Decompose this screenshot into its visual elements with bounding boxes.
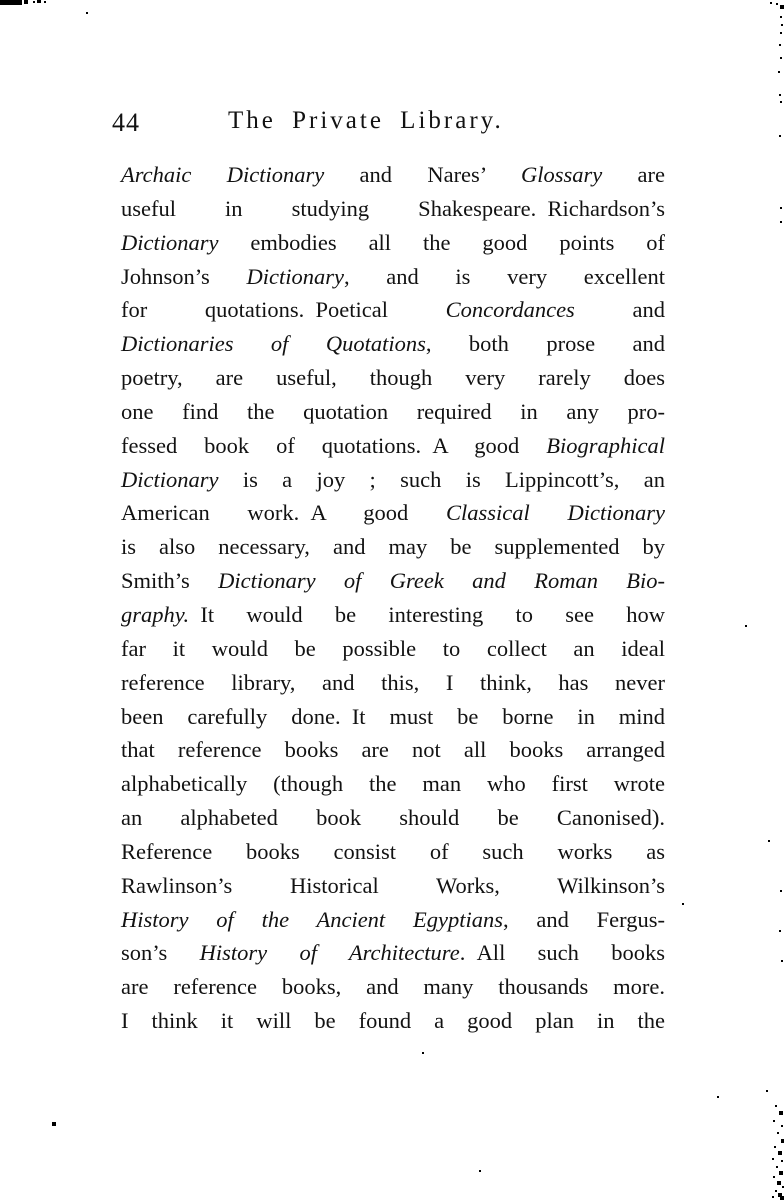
italic-text-segment: History of the Ancient Egyptians — [121, 906, 503, 932]
text-line — [121, 293, 665, 327]
text-segment: It would be interesting to see how — [189, 601, 665, 627]
italic-text-segment: Dictionary — [121, 466, 219, 492]
text-segment: useful in studying Shakespeare. Richardson’s — [121, 195, 665, 221]
text-segment: Smith’s — [121, 568, 219, 594]
text-segment: that reference books are not all books arranged — [121, 737, 665, 763]
text-line — [121, 361, 665, 395]
text-line — [121, 970, 665, 1004]
text-line — [121, 801, 665, 835]
text-line — [121, 1004, 665, 1038]
italic-text-segment: Biographical — [546, 432, 665, 458]
text-segment: , and is very excellent — [343, 263, 665, 289]
scan-artifact — [0, 0, 2, 2]
text-segment: are reference books, and many thousands more. — [121, 974, 665, 1000]
text-segment: alphabetically (though the man who first wrote — [121, 771, 665, 797]
text-line — [121, 226, 665, 260]
italic-text-segment: Classical Dictionary — [446, 500, 666, 526]
text-line — [121, 192, 665, 226]
text-segment: Rawlinson’s Historical Works, Wilkinson’s — [121, 872, 665, 898]
text-segment: and — [574, 297, 665, 323]
text-line — [121, 463, 665, 497]
text-segment: fessed book of quotations. A good — [121, 432, 547, 458]
italic-text-segment: graphy. — [121, 601, 190, 627]
text-line — [121, 632, 665, 666]
page-body — [121, 158, 665, 1038]
text-line — [121, 936, 665, 970]
running-title: The Private Library. — [228, 107, 504, 134]
text-segment: are — [602, 162, 666, 187]
text-segment: Reference books consist of such works as — [121, 838, 665, 864]
text-segment: and Nares’ — [324, 162, 521, 187]
text-segment: far it would be possible to collect an ideal — [121, 635, 665, 661]
text-line — [121, 260, 665, 294]
text-segment: . All such books — [459, 940, 665, 966]
text-segment: one find the quotation required in any pro- — [121, 398, 665, 424]
text-segment: American work. A good — [121, 500, 447, 526]
text-line — [121, 429, 665, 463]
scan-artifact — [0, 0, 22, 5]
text-segment: son’s — [121, 940, 200, 966]
text-line — [121, 564, 665, 598]
italic-text-segment: Dictionary of Greek and Roman Bio- — [218, 568, 665, 594]
text-line — [121, 327, 665, 361]
italic-text-segment: Dictionary — [246, 263, 344, 289]
text-line — [121, 767, 665, 801]
italic-text-segment: Concordances — [445, 297, 575, 323]
text-segment: , both prose and — [425, 331, 665, 357]
text-segment: poetry, are useful, though very rarely does — [121, 365, 665, 391]
text-segment: Johnson’s — [121, 263, 247, 289]
italic-text-segment: Dictionaries of Quotations — [121, 331, 426, 357]
italic-text-segment: Dictionary — [121, 229, 219, 255]
text-line — [121, 598, 665, 632]
italic-text-segment: Glossary — [520, 162, 603, 187]
page-number: 44 — [112, 108, 140, 137]
text-line — [121, 395, 665, 429]
text-segment: for quotations. Poetical — [121, 297, 446, 323]
text-line — [121, 835, 665, 869]
text-line — [121, 869, 665, 903]
text-segment: is a joy ; such is Lippincott’s, an — [218, 466, 665, 492]
text-segment: embodies all the good points of — [218, 229, 665, 255]
italic-text-segment: History of Architecture — [199, 940, 460, 966]
text-line — [121, 496, 665, 530]
text-segment: been carefully done. It must be borne in mind — [121, 703, 665, 729]
text-segment: is also necessary, and may be supplemented by — [121, 534, 665, 560]
text-line — [121, 530, 665, 564]
text-segment: reference library, and this, I think, has never — [121, 669, 665, 695]
text-line — [121, 903, 665, 937]
text-segment: an alphabeted book should be Canonised). — [121, 805, 665, 831]
text-line — [121, 700, 665, 734]
italic-text-segment: Archaic Dictionary — [121, 162, 325, 187]
text-segment: I think it will be found a good plan in the — [121, 1008, 665, 1034]
text-line — [121, 733, 665, 767]
text-segment: , and Fergus- — [502, 906, 665, 932]
text-line — [121, 158, 665, 192]
text-line — [121, 666, 665, 700]
